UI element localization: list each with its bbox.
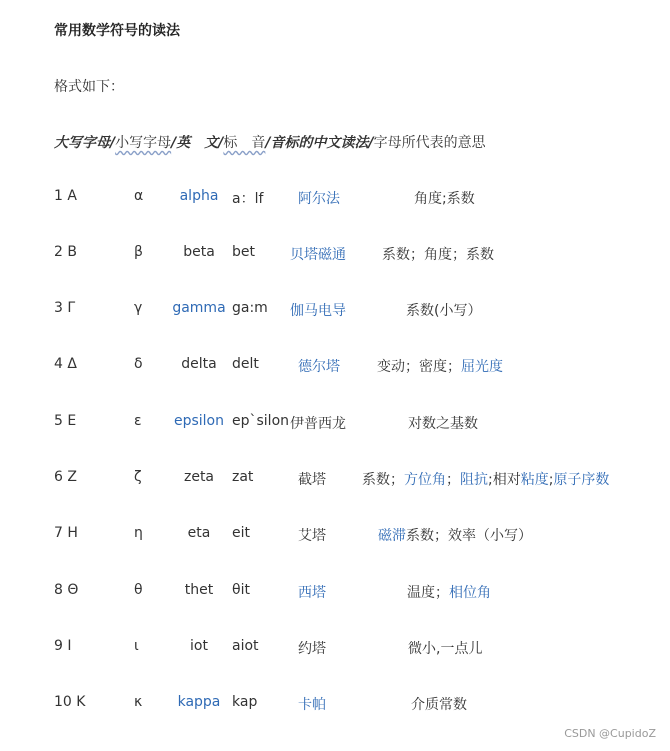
meaning-text: 对数之基数: [408, 416, 478, 432]
meaning-link[interactable]: 方位角: [404, 472, 446, 488]
meaning-link[interactable]: 阻抗: [460, 472, 488, 488]
phonetic: delt: [232, 356, 259, 372]
phonetic: zat: [232, 469, 254, 485]
meaning-link[interactable]: 粘度: [520, 472, 549, 488]
meaning: [377, 356, 503, 376]
meaning-text: ;: [548, 472, 554, 488]
english-name: thet: [184, 582, 214, 598]
uppercase-letter: 1 Α: [54, 188, 77, 204]
meaning-link[interactable]: 屈光度: [461, 359, 503, 375]
meaning-text: 角度;系数: [414, 191, 475, 207]
meaning-text: 微小,一点儿: [408, 641, 483, 657]
meaning-text: 介质常数: [411, 697, 467, 713]
list-item: [0, 469, 670, 489]
meaning-link[interactable]: 磁滞: [378, 528, 406, 544]
english-name[interactable]: alpha: [179, 188, 219, 204]
uppercase-letter: 4 Δ: [54, 356, 77, 372]
meaning-text: 系数；效率（小写）: [406, 528, 532, 544]
chinese-reading: 截塔: [298, 472, 326, 488]
list-item: [0, 582, 670, 602]
header-english: 英 文: [176, 135, 219, 151]
uppercase-letter: 5 Ε: [54, 413, 77, 429]
chinese-reading[interactable]: 西塔: [298, 585, 326, 601]
list-item: [0, 300, 670, 320]
list-item: [0, 413, 670, 433]
header-upper: 大写字母: [54, 135, 110, 151]
uppercase-letter: 6 Ζ: [54, 469, 77, 485]
header-lower: 小写字母: [115, 135, 172, 151]
header-sep: /: [368, 135, 374, 151]
lowercase-letter: δ: [134, 356, 143, 372]
meaning: [408, 413, 478, 433]
lowercase-letter: κ: [134, 694, 143, 710]
uppercase-letter: 2 Β: [54, 244, 77, 260]
english-name[interactable]: epsilon: [173, 413, 224, 429]
phonetic: kap: [232, 694, 258, 710]
meaning-text: 系数；角度；系数: [382, 247, 494, 263]
header-sep: /: [218, 135, 224, 151]
meaning-text: ;相对: [488, 472, 521, 488]
header-sep: /: [171, 135, 177, 151]
chinese-reading: 艾塔: [298, 528, 326, 544]
chinese-reading[interactable]: 贝塔磁通: [290, 247, 346, 263]
chinese-reading[interactable]: 阿尔法: [298, 191, 340, 207]
phonetic: eit: [232, 525, 250, 541]
lowercase-letter: β: [134, 244, 143, 260]
header-phonetic: 标 音: [223, 135, 266, 151]
lowercase-letter: α: [134, 188, 144, 204]
meaning: [406, 300, 481, 320]
meaning-link[interactable]: 原子序数: [553, 472, 610, 488]
chinese-reading[interactable]: 卡帕: [298, 697, 326, 713]
chinese-reading[interactable]: 伽马电导: [290, 303, 346, 319]
lowercase-letter: η: [134, 525, 143, 541]
header-sep: /: [110, 135, 116, 151]
lowercase-letter: ζ: [134, 469, 142, 485]
meaning-link[interactable]: 相位角: [449, 585, 491, 601]
uppercase-letter: 3 Γ: [54, 300, 76, 316]
chinese-reading: 约塔: [298, 641, 326, 657]
uppercase-letter: 8 Θ: [54, 582, 79, 598]
format-header: [54, 132, 486, 152]
meaning: [414, 188, 475, 208]
phonetic: aiot: [232, 638, 259, 654]
meaning: [382, 244, 494, 264]
meaning-text: 温度；: [407, 585, 449, 601]
list-item: [0, 244, 670, 264]
uppercase-letter: 9 Ι: [54, 638, 72, 654]
english-name[interactable]: gamma: [172, 300, 226, 316]
lowercase-letter: γ: [134, 300, 143, 316]
chinese-reading[interactable]: 德尔塔: [298, 359, 340, 375]
page-title: 常用数学符号的读法: [54, 23, 180, 39]
phonetic: θit: [232, 582, 250, 598]
meaning: [407, 582, 491, 602]
meaning-text: ；: [446, 472, 460, 488]
watermark: CSDN @CupidoZ: [564, 727, 656, 740]
english-name: iot: [190, 638, 208, 654]
phonetic: ga:m: [232, 300, 268, 316]
uppercase-letter: 10 Κ: [54, 694, 86, 710]
meaning: [408, 638, 482, 658]
list-item: [0, 188, 670, 208]
lowercase-letter: ι: [134, 638, 139, 654]
lowercase-letter: θ: [134, 582, 143, 598]
format-label: 格式如下：: [54, 79, 124, 95]
english-name[interactable]: kappa: [177, 694, 221, 710]
chinese-reading: 伊普西龙: [290, 416, 346, 432]
header-chinese: 音标的中文读法: [270, 135, 369, 151]
list-item: [0, 694, 670, 714]
english-name: eta: [187, 525, 211, 541]
meaning: [362, 469, 609, 489]
meaning: [411, 694, 467, 714]
uppercase-letter: 7 Η: [54, 525, 78, 541]
list-item: [0, 638, 670, 658]
list-item: [0, 525, 670, 545]
phonetic: a：lf: [232, 191, 264, 207]
meaning-text: 系数；: [362, 472, 404, 488]
phonetic: bet: [232, 244, 255, 260]
header-meaning: 字母所代表的意思: [373, 135, 486, 151]
english-name: delta: [181, 356, 217, 372]
meaning-text: 系数(小写）: [406, 303, 482, 319]
meaning: [378, 525, 532, 545]
english-name: beta: [183, 244, 215, 260]
english-name: zeta: [183, 469, 215, 485]
lowercase-letter: ε: [134, 413, 142, 429]
list-item: [0, 356, 670, 376]
phonetic: ep`silon: [232, 413, 290, 429]
meaning-text: 变动；密度；: [377, 359, 461, 375]
header-sep: /: [265, 135, 271, 151]
